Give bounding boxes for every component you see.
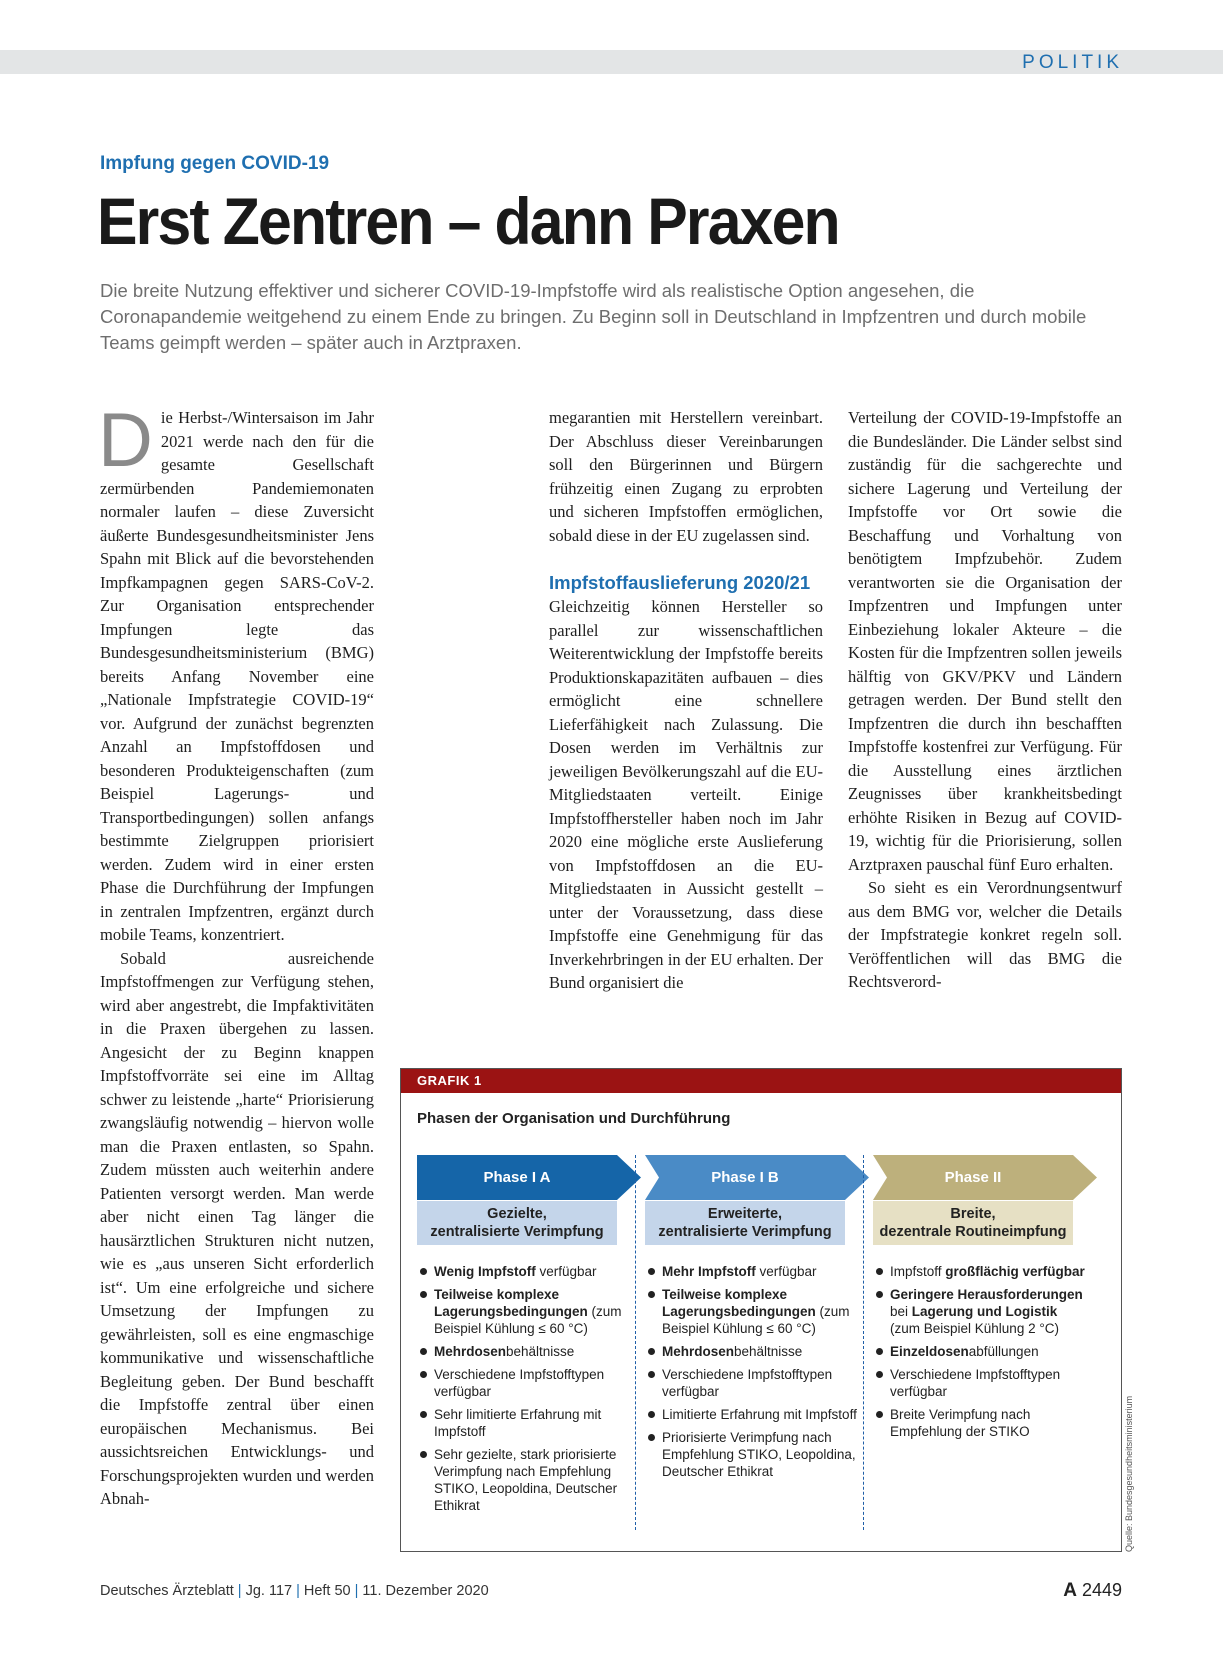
phase-divider bbox=[635, 1155, 636, 1530]
bullet-item bbox=[873, 1406, 1085, 1440]
phase-description-line: zentralisierte Verimpfung bbox=[658, 1224, 832, 1240]
bullet-item bbox=[873, 1366, 1085, 1400]
page-number-value: 2449 bbox=[1081, 1580, 1122, 1600]
issue-date: 11. Dezember 2020 bbox=[362, 1583, 489, 1599]
figure-label: GRAFIK 1 bbox=[401, 1069, 1121, 1093]
bullet-item bbox=[417, 1343, 629, 1360]
phase-description-line: Erweiterte, bbox=[707, 1206, 783, 1222]
volume: Jg. 117 bbox=[245, 1583, 293, 1599]
phase-bullet-list bbox=[417, 1263, 629, 1514]
paragraph-4: Gleichzeitig können Hersteller so parallel zur wissenschaftlichen Weiterentwicklung der Impfstoffe bereits Produktionskapazitäten aufbauen – dies ermöglicht eine schnellere Lieferfähigkeit nach Zulassung. Die Dosen werden im Verhältnis zur jeweiligen Bevölkerungszahl auf die EU-Mitgliedstaaten verteilt. Einige Impfstoffhersteller haben noch im Jahr 2020 eine mögliche erste Auslieferung von Impfstoffdosen an die EU-Mitgliedstaaten in Aussicht gestellt – unter der Voraussetzung, dass diese Impfstoffe eine Genehmigung für das Inverkehrbringen in der EU erhalten. Der Bund organisiert die bbox=[549, 597, 823, 992]
figure-source: Quelle: Bundesgesundheitsministerium bbox=[1124, 1395, 1134, 1552]
bullet-emphasis: Geringere Herausforderungen bbox=[890, 1287, 1083, 1302]
bullet-icon bbox=[876, 1411, 883, 1418]
paragraph-3: megarantien mit Herstellern vereinbart. Der Abschluss dieser Vereinbarungen soll den Bürgerinnen und Bürgern frühzeitig einen Zugang zu erprobten und sicheren Impfstoffen ermöglichen, sobald diese in der EU zugelassen sind. bbox=[549, 408, 823, 545]
bullet-emphasis: Wenig Impfstoff bbox=[434, 1264, 536, 1279]
phase-column-1b bbox=[645, 1155, 871, 1486]
bullet-text: Sehr gezielte, stark priorisierte Verimpfung nach Empfehlung STIKO, Leopoldina, Deutscher Ethikrat bbox=[434, 1447, 618, 1513]
phase-description bbox=[645, 1201, 845, 1245]
bullet-icon bbox=[648, 1268, 655, 1275]
page-number bbox=[1063, 1580, 1122, 1602]
text-column-3 bbox=[848, 406, 1122, 994]
bullet-text: Verschiedene Impfstofftypen verfügbar bbox=[662, 1367, 833, 1399]
article-lead: Die breite Nutzung effektiver und sicherer COVID-19-Impfstoffe wird als realistische Option angesehen, die Coronapandemie weitgehend zu einem Ende zu bringen. Zu Beginn soll in Deutschland in Impfzentren und durch mobile Teams geimpft werden – später auch in Arztpraxen. bbox=[100, 280, 1087, 353]
bullet-text: behältnisse bbox=[734, 1344, 803, 1359]
footer-separator: | bbox=[237, 1583, 242, 1599]
bullet-text: (zum Beispiel Kühlung ≤ 60 °C) bbox=[434, 1304, 622, 1336]
phase-description-line: Gezielte, bbox=[487, 1206, 547, 1222]
phase-name: Phase II bbox=[944, 1169, 1002, 1186]
drop-cap: D bbox=[98, 398, 153, 483]
bullet-text: verfügbar bbox=[755, 1264, 817, 1279]
phase-arrow bbox=[645, 1155, 871, 1200]
paragraph-5: Verteilung der COVID-19-Impfstoffe an die Bundesländer. Die Länder selbst sind zuständig für die sachgerechte und sichere Lagerung und Verteilung der Impfstoffe vor Ort sowie die Beschaffung und Vorhaltung von benötigtem Impfzubehör. Zudem verantworten sie die Organisation der Impfzentren und Impfungen unter Einbeziehung lokaler Akteure – die Kosten für die Impfzentren sollen jeweils hälftig von GKV/PKV und Ländern getragen werden. Der Bund stellt den Impfzentren die durch ihn beschafften Impfstoffe kostenfrei zur Verfügung. Für die Ausstellung eines ärztlichen Zeugnisses über krankheitsbedingt erhöhte Risiken in Bezug auf COVID-19, wichtig für die Priorisierung, sollen Arztpraxen pauschal fünf Euro erhalten. bbox=[848, 408, 1122, 874]
figure-phases bbox=[400, 1068, 1122, 1552]
bullet-text: Limitierte Erfahrung mit Impfstoff bbox=[662, 1407, 857, 1422]
bullet-icon bbox=[420, 1291, 427, 1298]
text-column-2 bbox=[549, 406, 823, 995]
bullet-icon bbox=[876, 1348, 883, 1355]
bullet-icon bbox=[648, 1291, 655, 1298]
phase-description-line: Breite, bbox=[950, 1206, 996, 1222]
phase-column-1a bbox=[417, 1155, 643, 1520]
bullet-emphasis: Teilweise komplexe Lagerungsbedingungen bbox=[434, 1287, 588, 1319]
paragraph-6: So sieht es ein Verordnungsentwurf aus dem BMG vor, welcher die Details der Impfstrategie konkret regeln soll. Veröffentlichen will das BMG die Rechtsverord- bbox=[848, 878, 1122, 991]
paragraph-1-text: ie Herbst-/Wintersaison im Jahr 2021 werde nach den für die gesamte Gesellschaft zermürbenden Pandemiemonaten normaler laufen – diese Zuversicht äußerte Bundesgesundheitsminister Jens Spahn mit Blick auf die bevorstehenden Impfkampagnen gegen SARS-CoV-2. Zur Organisation entsprechender Impfungen legte das Bundesgesundheitsministerium (BMG) bereits Anfang November eine „Nationale Impfstrategie COVID-19“ vor. Aufgrund der zunächst begrenzten Anzahl an Impfstoffdosen und besonderen Produkteigenschaften (zum Beispiel Lagerungs- und Transportbedingungen) sollen anfangs bestimmte Zielgruppen priorisiert werden. Zudem wird in einer ersten Phase die Durchführung der Impfungen in zentralen Impfzentren, ergänzt durch mobile Teams, konzentriert. bbox=[100, 408, 374, 944]
bullet-text: verfügbar bbox=[535, 1264, 597, 1279]
phase-divider bbox=[863, 1155, 864, 1530]
phase-arrow bbox=[417, 1155, 643, 1200]
bullet-item bbox=[417, 1366, 629, 1400]
bullet-item bbox=[873, 1263, 1085, 1280]
issue: Heft 50 bbox=[303, 1583, 351, 1599]
bullet-text: bei bbox=[890, 1304, 912, 1319]
paragraph-1 bbox=[98, 398, 374, 947]
bullet-item bbox=[417, 1446, 629, 1514]
phase-description bbox=[417, 1201, 617, 1245]
bullet-emphasis: Teilweise komplexe Lagerungsbedingungen bbox=[662, 1287, 816, 1319]
phase-column-2 bbox=[873, 1155, 1099, 1446]
footer-separator: | bbox=[296, 1583, 300, 1599]
article-headline: Erst Zentren – dann Praxen bbox=[97, 184, 839, 258]
bullet-item bbox=[417, 1406, 629, 1440]
bullet-icon bbox=[876, 1371, 883, 1378]
phase-description-line: dezentrale Routineimpfung bbox=[879, 1224, 1067, 1240]
bullet-item bbox=[873, 1286, 1085, 1337]
bullet-item bbox=[417, 1263, 629, 1280]
bullet-icon bbox=[420, 1371, 427, 1378]
bullet-text: Verschiedene Impfstofftypen verfügbar bbox=[434, 1367, 605, 1399]
paragraph-2: Sobald ausreichende Impfstoffmengen zur Verfügung stehen, wird aber angestrebt, die Impfaktivitäten in die Praxen übergehen zu lassen. Angesicht der zu Beginn knappen Impfstoffvorräte sei eine im Alltag schwer zu leistende „harte“ Priorisierung zwangsläufig notwendig – hiervon wolle man die Praxen entlasten, so Spahn. Zudem müssten auch weiterhin andere Patienten versorgt werden. Man werde aber nicht einen Tag länger die hausärztlichen Strukturen nicht nutzen, wie es „aus unseren Sicht erforderlich ist“. Um eine erfolgreiche und sichere Umsetzung der Impfungen zu gewährleisten, soll es eine engmaschige kommunikative und wissenschaftliche Begleitung geben. Der Bund beschafft die Impfstoffe zentral über einen europäischen Mechanismus. Bei aussichtsreichen Entwicklungs- und Forschungsprojekten wurden und werden Abnah- bbox=[100, 948, 374, 1508]
bullet-emphasis: Mehrdosen bbox=[662, 1344, 735, 1359]
phase-bullet-list bbox=[645, 1263, 857, 1480]
bullet-icon bbox=[420, 1411, 427, 1418]
phase-description-line: zentralisierte Verimpfung bbox=[430, 1224, 604, 1240]
bullet-icon bbox=[648, 1371, 655, 1378]
bullet-item bbox=[645, 1286, 857, 1337]
bullet-item bbox=[645, 1406, 857, 1423]
bullet-icon bbox=[648, 1434, 655, 1441]
bullet-item bbox=[645, 1366, 857, 1400]
bullet-emphasis: großflächig verfügbar bbox=[945, 1264, 1085, 1279]
journal-name: Deutsches Ärzteblatt bbox=[100, 1583, 234, 1599]
bullet-icon bbox=[876, 1291, 883, 1298]
phase-name: Phase I A bbox=[483, 1169, 551, 1186]
bullet-icon bbox=[876, 1268, 883, 1275]
phase-description bbox=[873, 1201, 1073, 1245]
bullet-icon bbox=[648, 1411, 655, 1418]
page-prefix: A bbox=[1063, 1580, 1077, 1601]
bullet-emphasis: Mehrdosen bbox=[434, 1344, 507, 1359]
bullet-text: Priorisierte Verimpfung nach Empfehlung STIKO, Leopoldina, Deutscher Ethikrat bbox=[662, 1430, 856, 1479]
bullet-item bbox=[645, 1429, 857, 1480]
bullet-icon bbox=[420, 1451, 427, 1458]
bullet-emphasis: Lagerung und Logistik bbox=[911, 1304, 1058, 1319]
bullet-text: Breite Verimpfung nach Empfehlung der STIKO bbox=[890, 1407, 1031, 1439]
phase-arrow bbox=[873, 1155, 1099, 1200]
figure-title: Phasen der Organisation und Durchführung bbox=[417, 1110, 731, 1127]
bullet-emphasis: Einzeldosen bbox=[890, 1344, 969, 1359]
bullet-icon bbox=[420, 1268, 427, 1275]
section-label: POLITIK bbox=[1022, 52, 1123, 73]
phase-bullet-list bbox=[873, 1263, 1085, 1440]
bullet-text: Impfstoff bbox=[890, 1264, 946, 1279]
bullet-icon bbox=[420, 1348, 427, 1355]
article-kicker: Impfung gegen COVID-19 bbox=[100, 153, 330, 174]
bullet-item bbox=[873, 1343, 1085, 1360]
bullet-text: (zum Beispiel Kühlung ≤ 60 °C) bbox=[662, 1304, 850, 1336]
bullet-icon bbox=[648, 1348, 655, 1355]
subheading: Impfstoffauslieferung 2020/21 bbox=[549, 572, 811, 593]
bullet-text: behältnisse bbox=[506, 1344, 575, 1359]
bullet-item bbox=[645, 1263, 857, 1280]
bullet-item bbox=[417, 1286, 629, 1337]
bullet-text: Sehr limitierte Erfahrung mit Impfstoff bbox=[434, 1407, 602, 1439]
page-footer bbox=[100, 1583, 489, 1599]
bullet-item bbox=[645, 1343, 857, 1360]
bullet-text: abfüllungen bbox=[968, 1344, 1039, 1359]
footer-separator: | bbox=[354, 1583, 359, 1599]
phase-name: Phase I B bbox=[711, 1169, 779, 1186]
bullet-text: Verschiedene Impfstofftypen verfügbar bbox=[890, 1367, 1061, 1399]
bullet-text: (zum Beispiel Kühlung 2 °C) bbox=[890, 1321, 1059, 1336]
bullet-emphasis: Mehr Impfstoff bbox=[662, 1264, 756, 1279]
text-column-1 bbox=[98, 398, 374, 1511]
